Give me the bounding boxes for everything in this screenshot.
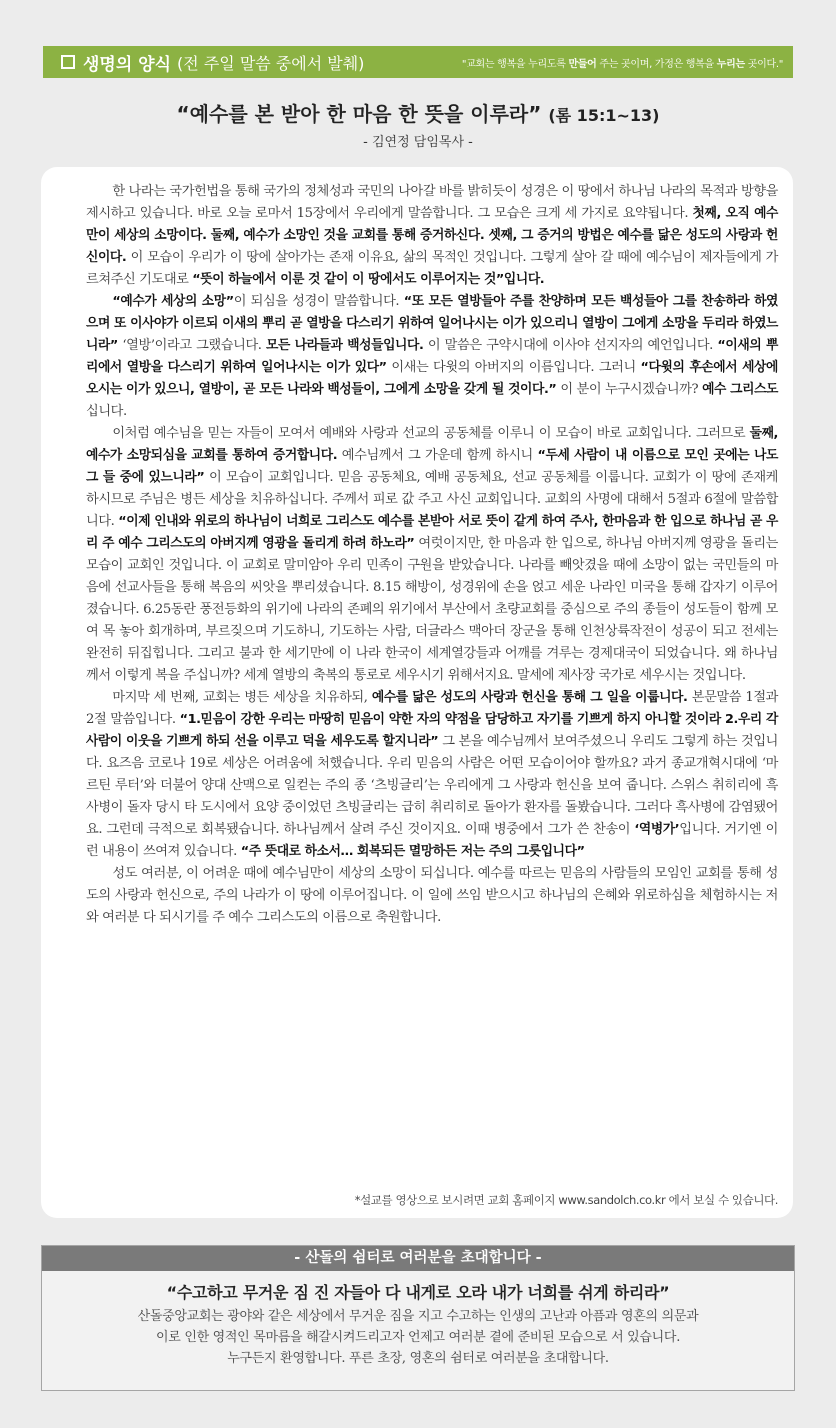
paragraph-4: [86, 687, 778, 863]
invitation-quote: “수고하고 무거운 짐 진 자들아 다 내게로 오라 내가 너희를 쉬게 하리라”: [166, 1283, 670, 1302]
church-motto: "교회는 행복을 누리도록 만들어 주는 곳이며, 가정은 행복을 누리는 곳이다.": [461, 58, 783, 70]
section-title: 생명의 양식: [83, 54, 172, 75]
body-text: ‘열방’이라고 그랬습니다.: [117, 338, 267, 353]
body-text: 이 분이 누구시겠습니까?: [556, 382, 703, 397]
body-text: 입니다. 거기엔 이런 내용이 쓰여져 있습니다.: [86, 822, 778, 859]
emphasis-text: 예수 그리스도: [702, 382, 778, 397]
emphasis-text: “예수가 세상의 소망”: [112, 294, 234, 309]
emphasis-text: “1.믿음이 강한 우리는 마땅히 믿음이 약한 자의 약점을 담당하고 자기를 기쁘게 하지 아니할 것이라 2.우리 각 사람이 이웃을 기쁘게 하되 선을 이루고 덕을 세우도록 할지니라”: [86, 712, 778, 749]
body-text: 십니다.: [86, 404, 127, 419]
invitation-header: - 산돌의 쉼터로 여러분을 초대합니다 -: [42, 1246, 794, 1271]
emphasis-text: “이새의 뿌리에서 열방을 다스리기 위하여 일어나시는 이가 있다”: [86, 338, 778, 375]
section-header-bar: [43, 46, 793, 78]
preacher-name: - 김연정 담임목사 -: [363, 135, 473, 150]
body-text: 한 나라는 국가헌법을 통해 국가의 정체성과 국민의 나아갈 바를 밝히듯이 성경은 이 땅에서 하나님 나라의 목적과 방향을 제시하고 있습니다. 바로 오늘 로마서 15장에서 우리에게 말씀합니다. 그 모습은 크게 세 가지로 요약됩니다.: [86, 184, 778, 221]
emphasis-text: “또 모든 열방들아 주를 찬양하며 모든 백성들아 그를 찬송하라 하였으며 또 이사야가 이르되 이새의 뿌리 곧 열방을 다스리기 위하여 일어나시는 이가 있으리니 열방이 그에게 소망을 두리라 하였느니라”: [86, 294, 779, 353]
emphasis-text: “이제 인내와 위로의 하나님이 너희로 그리스도 예수를 본받아 서로 뜻이 같게 하여 주사, 한마음과 한 입으로 하나님 곧 우리 주 예수 그리스도의 아버지께 영광을 돌리게 하려 하노라”: [86, 514, 779, 551]
sermon-body: [86, 181, 778, 929]
sermon-title-text: “예수를 본 받아 한 마음 한 뜻을 이루라”: [176, 102, 542, 126]
emphasis-text: 예수를 닮은 성도의 사랑과 헌신을 통해 그 일을 이룹니다.: [371, 690, 688, 705]
body-text: 성도 여러분, 이 어려운 때에 예수님만이 세상의 소망이 되십니다. 예수를 따르는 믿음의 사람들의 모임인 교회를 통해 성도의 사랑과 헌신으로, 주의 나라가 이 땅에 이루어집니다. 이 일에 쓰임 받으시고 하나님의 은혜와 위로하심을 체험하시는 저와 여러분 다 되시기를 주 예수 그리스도의 이름으로 축원합니다.: [86, 866, 778, 925]
body-text: 예수님께서 그 가운데 함께 하시니: [337, 448, 538, 463]
paragraph-5: [86, 863, 778, 929]
emphasis-text: “뜻이 하늘에서 이룬 것 같이 이 땅에서도 이루어지는 것”입니다.: [192, 272, 545, 287]
paragraph-1: [86, 181, 778, 291]
body-text: 그 본을 예수님께서 보여주셨으니 우리도 그렇게 하는 것입니다. 요즈음 코로나 19로 세상은 어려움에 처했습니다. 우리 믿음의 사람은 어떤 모습이어야 할까요? 과거 종교개혁시대에 ‘마르틴 루터’와 더불어 양대 산맥으로 일컫는 주의 종 ‘츠빙글리’는 우리에게 그 사랑과 헌신을 보여 줍니다. 스위스 취히리에 흑사병이 돌자 당시 타 도시에서 요양 중이었던 츠빙글리는 급히 취리히로 돌아가 환자를 돌봤습니다. 그러다 흑사병에 감염됐어요. 그런데 극적으로 회복됐습니다. 하나님께서 살려 주신 것이지요. 이때 병중에서 그가 쓴 찬송이: [86, 734, 778, 837]
body-text: 이처럼 예수님을 믿는 자들이 모여서 예배와 사랑과 선교의 공동체를 이루니 이 모습이 바로 교회입니다. 그러므로: [112, 426, 750, 441]
body-text: 이 모습이 교회입니다. 믿음 공동체요, 예배 공동체요, 선교 공동체를 이룹니다. 교회가 이 땅에 존재케 하시므로 주님은 병든 세상을 치유하십니다. 주께서 피로 값 주고 사신 교회입니다. 교회의 사명에 대해서 5절과 6절에 말씀합니다.: [86, 470, 778, 529]
body-text: 마지막 세 번째, 교회는 병든 세상을 치유하되,: [112, 690, 372, 705]
emphasis-text: “주 뜻대로 하소서… 회복되든 멸망하든 저는 주의 그릇입니다”: [240, 844, 585, 859]
invitation-line: 산돌중앙교회는 광야와 같은 세상에서 무거운 짐을 지고 수고하는 인생의 고난과 아픔과 영혼의 의문과: [137, 1309, 699, 1324]
body-text: 이 모습이 우리가 이 땅에 살아가는 존재 이유요, 삶의 목적인 것입니다. 그렇게 살아 갈 때에 예수님이 제자들에게 가르쳐주신 기도대로: [86, 250, 778, 287]
body-text: 이 말씀은 구약시대에 이사야 선지자의 예언입니다.: [423, 338, 718, 353]
body-text: 이 되심을 성경이 말씀합니다.: [233, 294, 404, 309]
body-text: 이새는 다윗의 아버지의 이름입니다. 그러니: [386, 360, 641, 375]
emphasis-text: “두세 사람이 내 이름으로 모인 곳에는 나도 그 들 중에 있느니라”: [86, 448, 778, 485]
emphasis-text: 첫째, 오직 예수만이 세상의 소망이다. 둘째, 예수가 소망인 것을 교회를 통해 증거하신다. 셋째, 그 증거의 방법은 예수를 닮은 성도의 사랑과 헌신이다.: [86, 206, 778, 265]
invitation-body: [42, 1306, 794, 1369]
square-bullet-icon: [61, 55, 75, 69]
emphasis-text: “다윗의 후손에서 세상에 오시는 이가 있으니, 열방이, 곧 모든 나라와 백성들이, 그에게 소망을 갖게 될 것이다.”: [86, 360, 778, 397]
paragraph-2: [86, 291, 778, 423]
emphasis-text: 둘째, 예수가 소망되심을 교회를 통하여 증거합니다.: [86, 426, 778, 463]
emphasis-text: 모든 나라들과 백성들입니다.: [266, 338, 424, 353]
sermon-title: [0, 98, 836, 127]
body-text: 본문말씀 1절과 2절 말씀입니다.: [86, 690, 779, 727]
invitation-line: 누구든지 환영합니다. 푸른 초장, 영혼의 쉼터로 여러분을 초대합니다.: [227, 1351, 609, 1366]
scripture-reference: (롬 15:1~13): [548, 106, 660, 125]
invitation-line: 이로 인한 영적인 목마름을 해갈시켜드리고자 언제고 여러분 곁에 준비된 모습으로 서 있습니다.: [155, 1330, 681, 1345]
body-text: 여럿이지만, 한 마음과 한 입으로, 하나님 아버지께 영광을 돌리는 모습이 교회인 것입니다. 이 교회로 말미암아 우리 민족이 구원을 받았습니다. 나라를 빼앗겼을 때에 소망이 없는 국민들의 마음에 선교사들을 통해 복음의 씨앗을 뿌리셨습니다. 8.15 해방이, 성경위에 손을 얹고 세운 나라인 미국을 통해 갑자기 이루어졌습니다. 6.25동란 풍전등화의 위기에 나라의 존폐의 위기에서 부산에서 초량교회를 중심으로 주의 종들이 성도들이 함께 모여 목 놓아 회개하며, 부르짖으며 기도하니, 기도하는 사람, 더글라스 맥아더 장군을 통해 인천상륙작전이 성공이 되고 전세는 완전히 뒤집힙니다. 그리고 불과 한 세기만에 이 나라 한국이 세계열강들과 어깨를 겨루는 경제대국이 되었습니다. 왜 하나님께서 이렇게 복을 주십니까? 세계 열방의 축복의 통로로 세우시기 위해서지요. 말세에 제사장 국가로 세우시는 것입니다.: [86, 536, 778, 683]
invitation-box: [41, 1245, 795, 1391]
section-subtitle: (전 주일 말씀 중에서 발췌): [177, 53, 365, 73]
video-note: *설교를 영상으로 보시려면 교회 홈페이지 www.sandolch.co.kr 에서 보실 수 있습니다.: [354, 1193, 778, 1207]
paragraph-3: [86, 423, 778, 687]
emphasis-text: ‘역병가’: [634, 822, 680, 837]
